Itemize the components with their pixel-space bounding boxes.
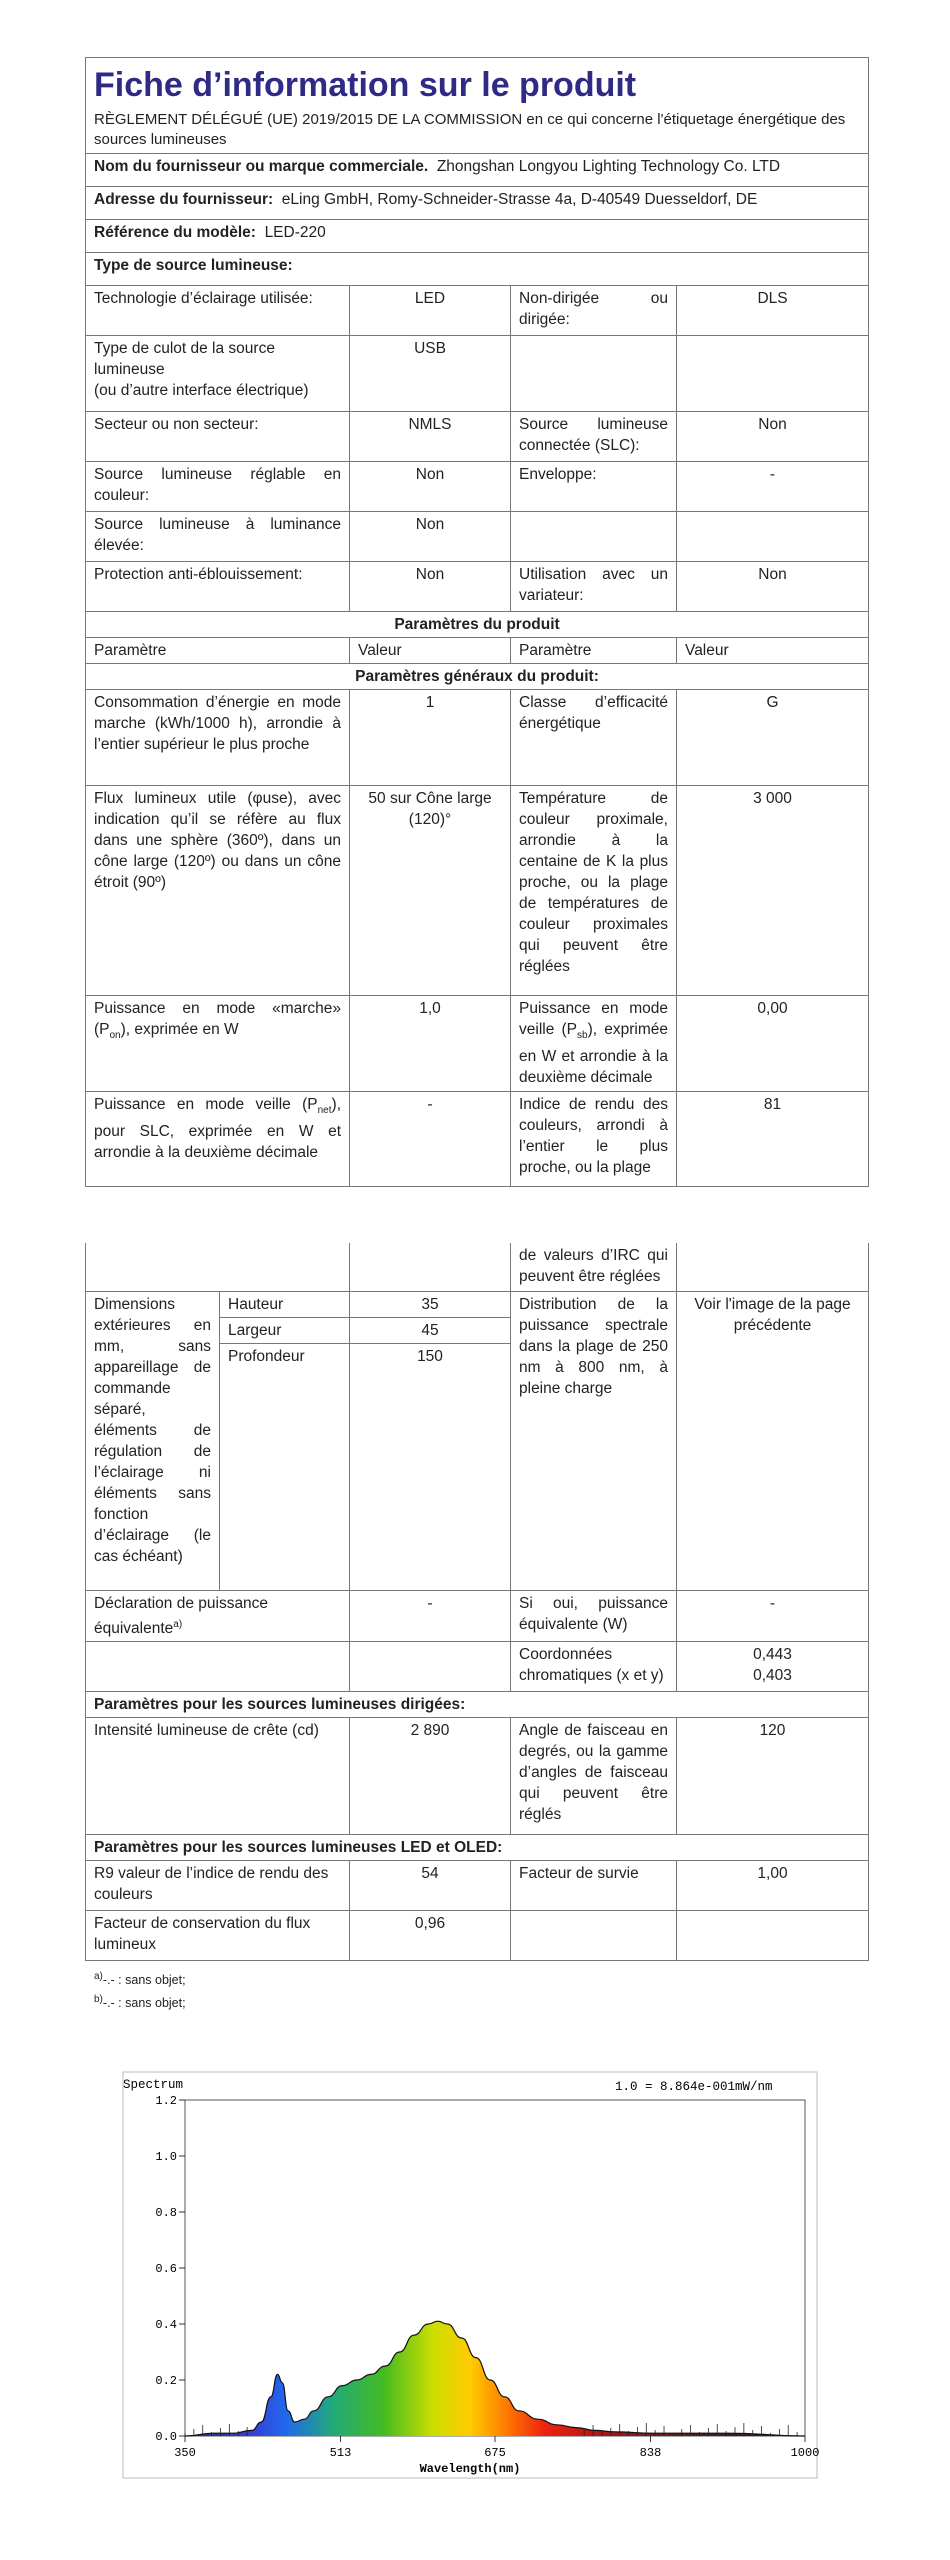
x-tick-label: 1000: [790, 2446, 820, 2460]
product-sheet-page2: [85, 1243, 868, 2013]
chart-x-label: Wavelength(nm): [419, 2462, 521, 2476]
consumption-value: 1: [350, 690, 511, 786]
empty-cell: [677, 512, 869, 562]
color-tunable-value: Non: [350, 462, 511, 512]
dim-height-value: 35: [350, 1291, 511, 1317]
networked-standby-value: -: [350, 1092, 511, 1187]
spectrum-chart: [115, 2068, 825, 2484]
r9-value: 54: [350, 1860, 511, 1910]
footnote-b: $^{b)}$-.- : sans objet;: [94, 1993, 186, 2010]
equivalent-power-value: -: [350, 1590, 511, 1641]
on-mode-power-label: Puissance en mode «marche» $(P_{on})$, exprimée en W: [86, 996, 350, 1092]
chart-annotation: 1.0 = 8.864e-001mW/nm: [615, 2080, 773, 2094]
info-table: [85, 57, 869, 1187]
model-row: [86, 220, 869, 253]
empty-cell: [677, 336, 869, 412]
lumen-maintenance-value: 0,96: [350, 1910, 511, 1960]
col-header-param: Paramètre: [86, 638, 350, 664]
x-tick-label: 675: [484, 2446, 506, 2460]
address-value: eLing GmbH, Romy-Schneider-Strasse 4a, D-40549 Duesseldorf, DE: [281, 191, 758, 208]
chart-title: Spectrum: [123, 2078, 184, 2092]
equivalent-watt-label: Si oui, puissance équivalente (W): [511, 1590, 677, 1641]
standby-power-value: 0,00: [677, 996, 869, 1092]
peak-intensity-value: 2 890: [350, 1717, 511, 1834]
dim-width-value: 45: [350, 1317, 511, 1343]
empty-cell: [86, 1243, 350, 1291]
connected-value: Non: [677, 412, 869, 462]
empty-cell: [86, 1641, 350, 1691]
address-label: Adresse du fournisseur:: [94, 191, 274, 208]
dimensions-label: Dimensions extérieures en mm, sans appareillage de commande séparé, éléments de régulation de l’éclairage ni éléments sans fonction d’éclairage (le cas échéant): [86, 1291, 220, 1590]
chromaticity-value: 0,443 0,403: [677, 1641, 869, 1691]
dim-width-label: Largeur: [220, 1317, 350, 1343]
y-tick-label: 1.2: [155, 2094, 177, 2108]
cap-type-value: USB: [350, 336, 511, 412]
survival-factor-label: Facteur de survie: [511, 1860, 677, 1910]
address-row: [86, 187, 869, 220]
peak-intensity-label: Intensité lumineuse de crête (cd): [86, 1717, 350, 1834]
anti-glare-value: Non: [350, 562, 511, 612]
empty-cell: [677, 1243, 869, 1291]
x-tick-label: 350: [174, 2446, 196, 2460]
beam-angle-value: 120: [677, 1717, 869, 1834]
envelope-value: -: [677, 462, 869, 512]
y-tick-label: 0.8: [155, 2206, 177, 2220]
source-type-heading: Type de source lumineuse:: [86, 253, 869, 286]
cri-label: Indice de rendu des couleurs, arrondi à l’entier le plus proche, ou la plage: [511, 1092, 677, 1187]
empty-cell: [511, 336, 677, 412]
technology-value: LED: [350, 286, 511, 336]
led-params-heading: Paramètres pour les sources lumineuses LED et OLED:: [86, 1834, 869, 1860]
supplier-row: [86, 154, 869, 187]
cri-value: 81: [677, 1092, 869, 1187]
empty-cell: [350, 1641, 511, 1691]
y-tick-label: 0.2: [155, 2374, 177, 2388]
directed-params-heading: Paramètres pour les sources lumineuses dirigées:: [86, 1691, 869, 1717]
on-mode-power-value: 1,0: [350, 996, 511, 1092]
y-tick-label: 0.6: [155, 2262, 177, 2276]
cap-type-label-main: Type de culot de la source lumineuse: [94, 340, 275, 378]
dim-depth-label: Profondeur: [220, 1343, 350, 1590]
standby-power-label: Puissance en mode veille $(P_{sb})$, exprimée en W et arrondie à la deuxième décimale: [511, 996, 677, 1092]
x-tick-label: 513: [329, 2446, 352, 2460]
x-tick-label: 838: [639, 2446, 662, 2460]
dim-depth-value: 150: [350, 1343, 511, 1590]
r9-label: R9 valeur de l’indice de rendu des couleurs: [86, 1860, 350, 1910]
chromaticity-label: Coordonnées chromatiques (x et y): [511, 1641, 677, 1691]
efficiency-class-value: G: [677, 690, 869, 786]
model-label: Référence du modèle:: [94, 224, 256, 241]
cap-type-label: [86, 336, 350, 412]
networked-standby-label: Puissance en mode veille $(P_{net})$, pour SLC, exprimée en W et arrondie à la deuxième décimale: [86, 1092, 350, 1187]
dimmer-value: Non: [677, 562, 869, 612]
envelope-label: Enveloppe:: [511, 462, 677, 512]
directional-value: DLS: [677, 286, 869, 336]
cap-type-label-note: (ou d’autre interface électrique): [94, 382, 309, 399]
mains-value: NMLS: [350, 412, 511, 462]
technology-label: Technologie d’éclairage utilisée:: [86, 286, 350, 336]
cri-label-continued: de valeurs d’IRC qui peuvent être réglées: [511, 1243, 677, 1291]
empty-cell: [350, 1243, 511, 1291]
cct-value: 3 000: [677, 786, 869, 996]
equivalent-power-label: Déclaration de puissance équivalente$^{a)}$: [86, 1590, 350, 1641]
lumen-maintenance-label: Facteur de conservation du flux lumineux: [86, 1910, 350, 1960]
empty-cell: [511, 512, 677, 562]
mains-label: Secteur ou non secteur:: [86, 412, 350, 462]
product-sheet-page1: [85, 57, 868, 1187]
consumption-label: Consommation d’énergie en mode marche (kWh/1000 h), arrondie à l’entier supérieur le plus proche: [86, 690, 350, 786]
supplier-value: Zhongshan Longyou Lighting Technology Co. LTD: [436, 158, 781, 175]
model-value: LED-220: [264, 224, 326, 241]
high-luminance-value: Non: [350, 512, 511, 562]
beam-angle-label: Angle de faisceau en degrés, ou la gamme d’angles de faisceau qui peuvent être réglés: [511, 1717, 677, 1834]
regulation-subtitle: RÈGLEMENT DÉLÉGUÉ (UE) 2019/2015 DE LA COMMISSION en ce qui concerne l'étiquetage énergétique des sources lumineuses: [94, 111, 846, 148]
anti-glare-label: Protection anti-éblouissement:: [86, 562, 350, 612]
spd-value: Voir l'image de la page précédente: [677, 1291, 869, 1590]
general-params-heading: Paramètres généraux du produit:: [86, 664, 869, 690]
survival-factor-value: 1,00: [677, 1860, 869, 1910]
col-header-value: Valeur: [350, 638, 511, 664]
supplier-label: Nom du fournisseur ou marque commerciale.: [94, 158, 429, 175]
directional-label: Non-dirigée ou dirigée:: [511, 286, 677, 336]
efficiency-class-label: Classe d’efficacité énergétique: [511, 690, 677, 786]
info-table-continued: [85, 1243, 869, 1961]
useful-flux-label: Flux lumineux utile (φuse), avec indication qu’il se réfère au flux dans une sphère (360º), dans un cône large (120º) ou dans un cône étroit (90º): [86, 786, 350, 996]
page-title: Fiche d’information sur le produit: [94, 66, 637, 104]
y-tick-label: 0.0: [155, 2430, 177, 2444]
useful-flux-value: 50 sur Cône large (120)°: [350, 786, 511, 996]
y-tick-label: 0.4: [155, 2318, 177, 2332]
dim-height-label: Hauteur: [220, 1291, 350, 1317]
y-tick-label: 1.0: [155, 2150, 177, 2164]
cct-label: Température de couleur proximale, arrondie à la centaine de K la plus proche, ou la plage de températures de couleur proximales qui peuvent être réglées: [511, 786, 677, 996]
color-tunable-label: Source lumineuse réglable en couleur:: [86, 462, 350, 512]
product-params-heading: Paramètres du produit: [86, 612, 869, 638]
empty-cell: [677, 1910, 869, 1960]
col-header-param: Paramètre: [511, 638, 677, 664]
connected-label: Source lumineuse connectée (SLC):: [511, 412, 677, 462]
spd-label: Distribution de la puissance spectrale dans la plage de 250 nm à 800 nm, à pleine charge: [511, 1291, 677, 1590]
equivalent-watt-value: -: [677, 1590, 869, 1641]
header-cell: [86, 58, 869, 154]
empty-cell: [511, 1910, 677, 1960]
high-luminance-label: Source lumineuse à luminance élevée:: [86, 512, 350, 562]
footnote-a: $^{a)}$-.- : sans objet;: [94, 1970, 186, 1987]
col-header-value: Valeur: [677, 638, 869, 664]
dimmer-label: Utilisation avec un variateur:: [511, 562, 677, 612]
